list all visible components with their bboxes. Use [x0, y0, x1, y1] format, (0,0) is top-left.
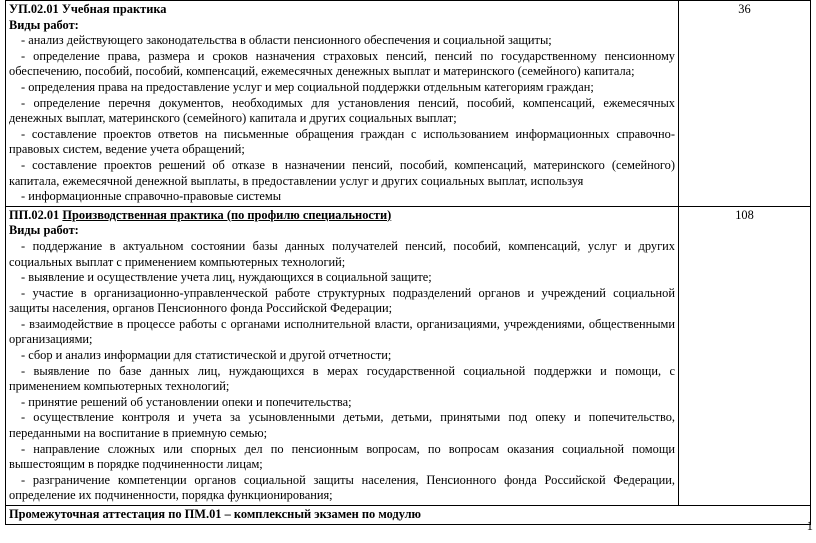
section-cell [6, 1, 679, 207]
section-name: Производственная практика (по профилю специальности) [62, 207, 392, 222]
list-item: - поддержание в актуальном состоянии базы данных получателей пенсий, пособий, компенсаций, услуг и других социальных выплат с применением компьютерных технологий; [9, 238, 675, 269]
list-item: - составление проектов решений об отказе в назначении пенсий, пособий, компенсаций, материнского (семейного) капитала, ежемесячной денежной выплаты, в предоставлении услуг и других социальных выплат, используя [9, 157, 675, 188]
list-item: - направление сложных или спорных дел по пенсионным вопросам, по вопросам оказания социальной помощи вышестоящим в порядке подчиненности лицам; [9, 441, 675, 472]
curriculum-table [5, 0, 811, 525]
table-row [6, 1, 811, 207]
list-item: - участие в организационно-управленческой работе структурных подразделений органов и учреждений социальной защиты населения, органов Пенсионного фонда Российской Федерации; [9, 285, 675, 316]
list-item: - определение перечня документов, необходимых для установления пенсий, пособий, компенсаций, ежемесячных денежных выплат, материнского (семейного) капитала и других социальных выплат; [9, 95, 675, 126]
list-item: - информационные справочно-правовые системы [21, 189, 282, 204]
section-subheading: Виды работ: [9, 17, 79, 32]
section-cell [6, 206, 679, 505]
work-list [9, 33, 675, 205]
list-item: - принятие решений об установлении опеки и попечительства; [21, 394, 352, 409]
section-code: ПП.02.01 [9, 207, 60, 222]
page-number: 1 [806, 519, 813, 533]
list-item: - взаимодействие в процессе работы с органами исполнительной власти, организациями, учреждениями, общественными организациями; [9, 316, 675, 347]
table-row [6, 506, 811, 525]
section-title [9, 208, 675, 224]
list-item: - выявление и осуществление учета лиц, нуждающихся в социальной защите; [21, 270, 432, 285]
hours-cell: 36 [679, 1, 811, 207]
footer-cell: Промежуточная аттестация по ПМ.01 – комплексный экзамен по модулю [6, 506, 811, 525]
list-item: - выявление по базе данных лиц, нуждающихся в мерах государственной социальной поддержки и помощи, с применением компьютерных технологий; [9, 363, 675, 394]
section-name: Учебная практика [61, 2, 167, 16]
list-item: - анализ действующего законодательства в области пенсионного обеспечения и социальной защиты; [21, 33, 552, 48]
table-row [6, 206, 811, 505]
work-list [9, 239, 675, 504]
list-item: - определение права, размера и сроков назначения страховых пенсий, пенсий по государственному пенсионному обеспечению, пособий, пособий, компенсаций, ежемесячных денежных выплат и материнского (семейного) капитала; [9, 48, 675, 79]
hours-cell: 108 [679, 206, 811, 505]
list-item: - осуществление контроля и учета за усыновленными детьми, детьми, принятыми под опеку и попечительство, переданными на воспитание в приемную семью; [9, 410, 675, 441]
section-title [9, 2, 675, 18]
list-item: - составление проектов ответов на письменные обращения граждан с использованием информационных справочно-правовых систем, ведение учета обращений; [9, 126, 675, 157]
list-item: - определения права на предоставление услуг и мер социальной поддержки отдельным категориям граждан; [21, 79, 594, 94]
list-item: - разграничение компетенции органов социальной защиты населения, Пенсионного фонда Российской Федерации, определение их подчиненности, порядка функционирования; [9, 472, 675, 503]
list-item: - сбор и анализ информации для статистической и другой отчетности; [21, 348, 392, 363]
section-code: УП.02.01 [9, 2, 59, 16]
section-subheading: Виды работ: [9, 223, 79, 238]
